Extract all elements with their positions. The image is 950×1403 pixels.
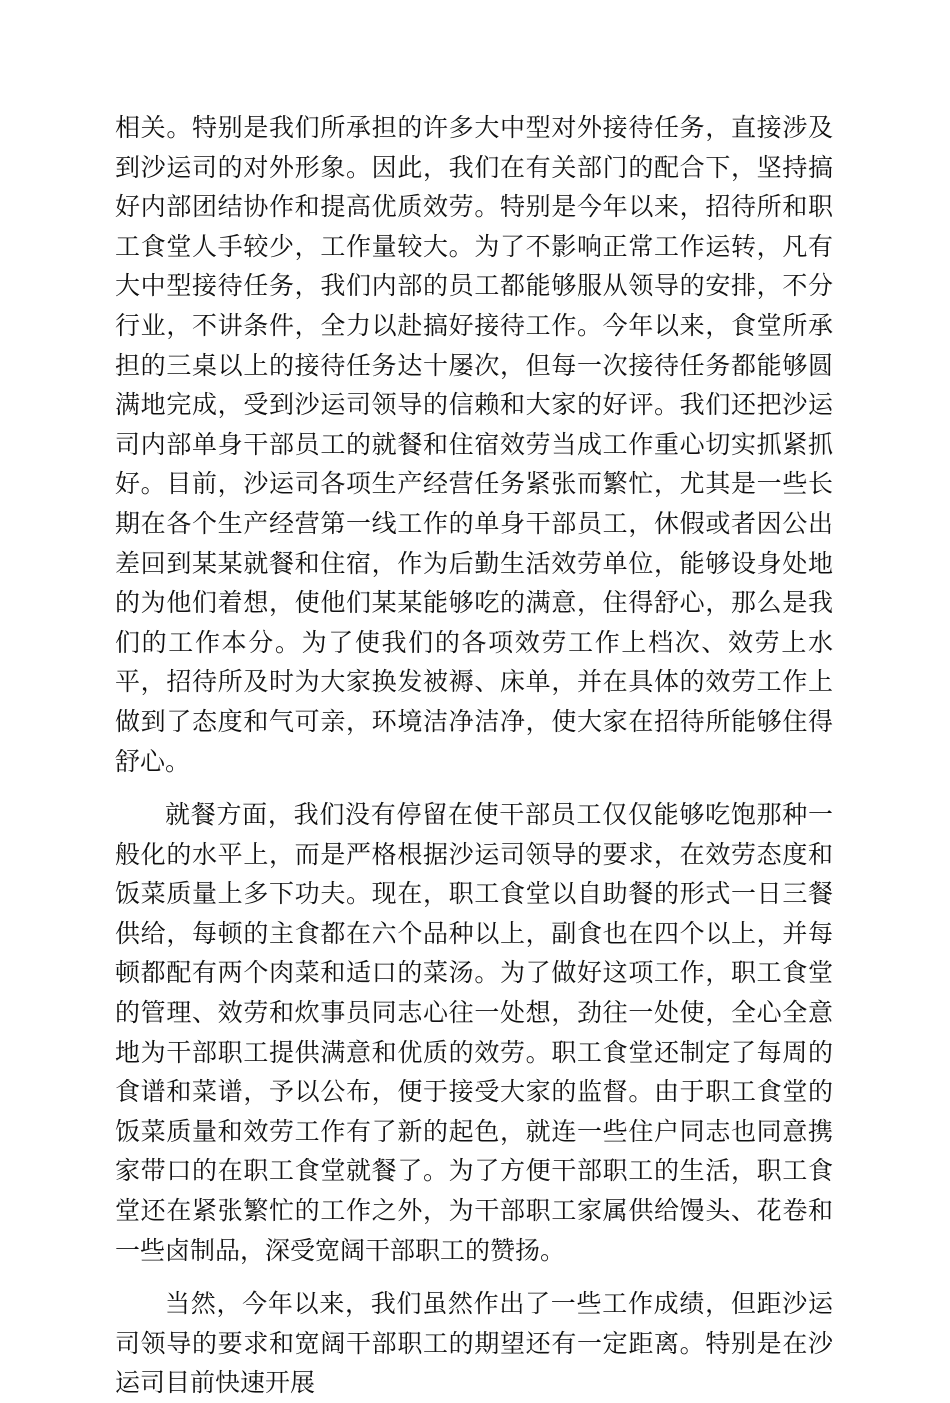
paragraph-2: 就餐方面，我们没有停留在使干部员工仅仅能够吃饱那种一般化的水平上，而是严格根据沙运司领导的要求，在效劳态度和饭菜质量上多下功夫。现在，职工食堂以自助餐的形式一日三餐供给，每顿的主食都在六个品种以上，副食也在四个以上，并每顿都配有两个肉菜和适口的菜汤。为了做好这项工作，职工食堂的管理、效劳和炊事员同志心往一处想，劲往一处使，全心全意地为干部职工提供满意和优质的效劳。职工食堂还制定了每周的食谱和菜谱，予以公布，便于接受大家的监督。由于职工食堂的饭菜质量和效劳工作有了新的起色，就连一些住户同志也同意携家带口的在职工食堂就餐了。为了方便干部职工的生活，职工食堂还在紧张繁忙的工作之外，为干部职工家属供给馒头、花卷和一些卤制品，深受宽阔干部职工的赞扬。 xyxy=(115,800,833,1265)
paragraph-1: 相关。特别是我们所承担的许多大中型对外接待任务，直接涉及到沙运司的对外形象。因此，我们在有关部门的配合下，坚持搞好内部团结协作和提高优质效劳。特别是今年以来，招待所和职工食堂人手较少，工作量较大。为了不影响正常工作运转，凡有大中型接待任务，我们内部的员工都能够服从领导的安排，不分行业，不讲条件，全力以赴搞好接待工作。今年以来，食堂所承担的三桌以上的接待任务达十屡次，但每一次接待任务都能够圆满地完成，受到沙运司领导的信赖和大家的好评。我们还把沙运司内部单身干部员工的就餐和住宿效劳当成工作重心切实抓紧抓好。目前，沙运司各项生产经营任务紧张而繁忙，尤其是一些长期在各个生产经营第一线工作的单身干部员工，休假或者因公出差回到某某就餐和住宿，作为后勤生活效劳单位，能够设身处地的为他们着想，使他们某某能够吃的满意，住得舒心，那么是我们的工作本分。为了使我们的各项效劳工作上档次、效劳上水平，招待所及时为大家换发被褥、床单，并在具体的效劳工作上做到了态度和气可亲，环境洁净洁净，使大家在招待所能够住得舒心。 xyxy=(115,113,833,776)
paragraph-3: 当然，今年以来，我们虽然作出了一些工作成绩，但距沙运司领导的要求和宽阔干部职工的期望还有一定距离。特别是在沙运司目前快速开展 xyxy=(115,1289,833,1398)
document-body xyxy=(115,108,833,1403)
paragraph-gap xyxy=(115,1270,833,1284)
paragraph-gap xyxy=(115,781,833,795)
